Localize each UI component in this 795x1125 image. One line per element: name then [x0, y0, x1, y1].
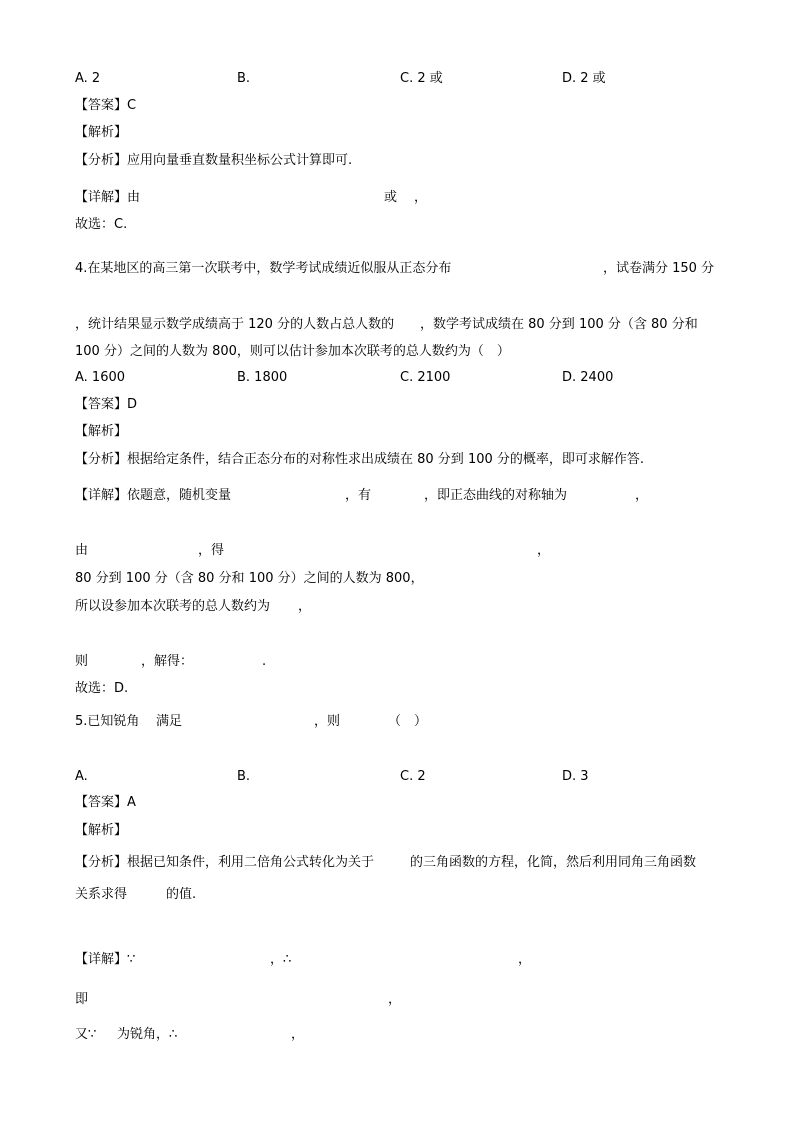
q5-analysis-label: 【解析】 [75, 823, 128, 838]
q4-detail5-a: 则 [75, 654, 89, 669]
q4-stem-b: ，试卷满分 150 分 [603, 261, 715, 276]
q4-detail1-c: ，即正态曲线的对称轴为 [424, 488, 568, 503]
q5-option-c: C. 2 [400, 769, 426, 784]
q3-conclusion: 故选：C. [75, 217, 128, 232]
q4-answer: 【答案】D [75, 397, 138, 412]
q3-option-c: C. 2 或 [400, 71, 443, 86]
q5-answer: 【答案】A [75, 795, 136, 810]
q4-detail1-d: ， [635, 488, 649, 503]
q5-fenxi2-a: 关系求得 [75, 887, 128, 902]
q3-option-a: A. 2 [75, 71, 101, 86]
q4-detail2-c: ， [537, 543, 551, 558]
q4-detail1-a: 【详解】依题意，随机变量 [75, 488, 232, 503]
q3-detail-c: ， [414, 190, 428, 205]
q4-detail2-b: ，得 [198, 543, 225, 558]
q5-stem-d: （ ） [388, 714, 428, 729]
q5-detail2-a: 即 [75, 992, 89, 1007]
q3-answer: 【答案】C [75, 98, 137, 113]
q5-fenxi-a: 【分析】根据已知条件，利用二倍角公式转化为关于 [75, 855, 375, 870]
q5-fenxi2-b: 的值. [166, 887, 197, 902]
q4-analysis-label: 【解析】 [75, 424, 128, 439]
q5-detail3-c: ， [291, 1027, 305, 1042]
q5-detail3-a: 又∵ [75, 1027, 97, 1042]
q5-fenxi-b: 的三角函数的方程，化简，然后利用同角三角函数 [410, 855, 697, 870]
q4-detail4-b: ， [298, 599, 312, 614]
q5-detail2-b: ， [388, 992, 402, 1007]
q4-fenxi: 【分析】根据给定条件，结合正态分布的对称性求出成绩在 80 分到 100 分的概率，即可求解作答. [75, 452, 645, 467]
q5-stem-a: 5.已知锐角 [75, 714, 140, 729]
q4-stem-c: ，统计结果显示数学成绩高于 120 分的人数占总人数的 [75, 317, 395, 332]
q5-detail1-b: ，∴ [270, 952, 292, 967]
q4-option-d: D. 2400 [562, 370, 614, 385]
q4-detail5-c: . [262, 654, 267, 669]
q4-stem-a: 4.在某地区的高三第一次联考中，数学考试成绩近似服从正态分布 [75, 261, 452, 276]
q5-option-a: A. [75, 769, 88, 784]
q4-option-a: A. 1600 [75, 370, 126, 385]
q3-detail-b: 或 [384, 190, 398, 205]
q4-detail3: 80 分到 100 分（含 80 分和 100 分）之间的人数为 800， [75, 571, 424, 586]
q4-option-b: B. 1800 [237, 370, 288, 385]
q5-option-d: D. 3 [562, 769, 589, 784]
q3-detail-a: 【详解】由 [75, 190, 141, 205]
q5-detail1-a: 【详解】∵ [75, 952, 136, 967]
q3-fenxi: 【分析】应用向量垂直数量积坐标公式计算即可. [75, 153, 353, 168]
q4-stem-d: ，数学考试成绩在 80 分到 100 分（含 80 分和 [420, 317, 698, 332]
q4-option-c: C. 2100 [400, 370, 451, 385]
q5-detail3-b: 为锐角，∴ [117, 1027, 178, 1042]
q5-detail1-c: ， [518, 952, 532, 967]
q4-detail2-a: 由 [75, 543, 89, 558]
q5-stem-c: ，则 [314, 714, 341, 729]
q5-option-b: B. [237, 769, 251, 784]
q4-conclusion: 故选：D. [75, 681, 129, 696]
q4-stem-e: 100 分）之间的人数为 800，则可以估计参加本次联考的总人数约为（ ） [75, 344, 510, 359]
q4-detail4-a: 所以设参加本次联考的总人数约为 [75, 599, 271, 614]
q5-stem-b: 满足 [156, 714, 183, 729]
q3-option-b: B. [237, 71, 251, 86]
q3-option-d: D. 2 或 [562, 71, 606, 86]
q4-detail1-b: ，有 [345, 488, 372, 503]
q4-detail5-b: ，解得： [141, 654, 194, 669]
q3-analysis-label: 【解析】 [75, 125, 128, 140]
